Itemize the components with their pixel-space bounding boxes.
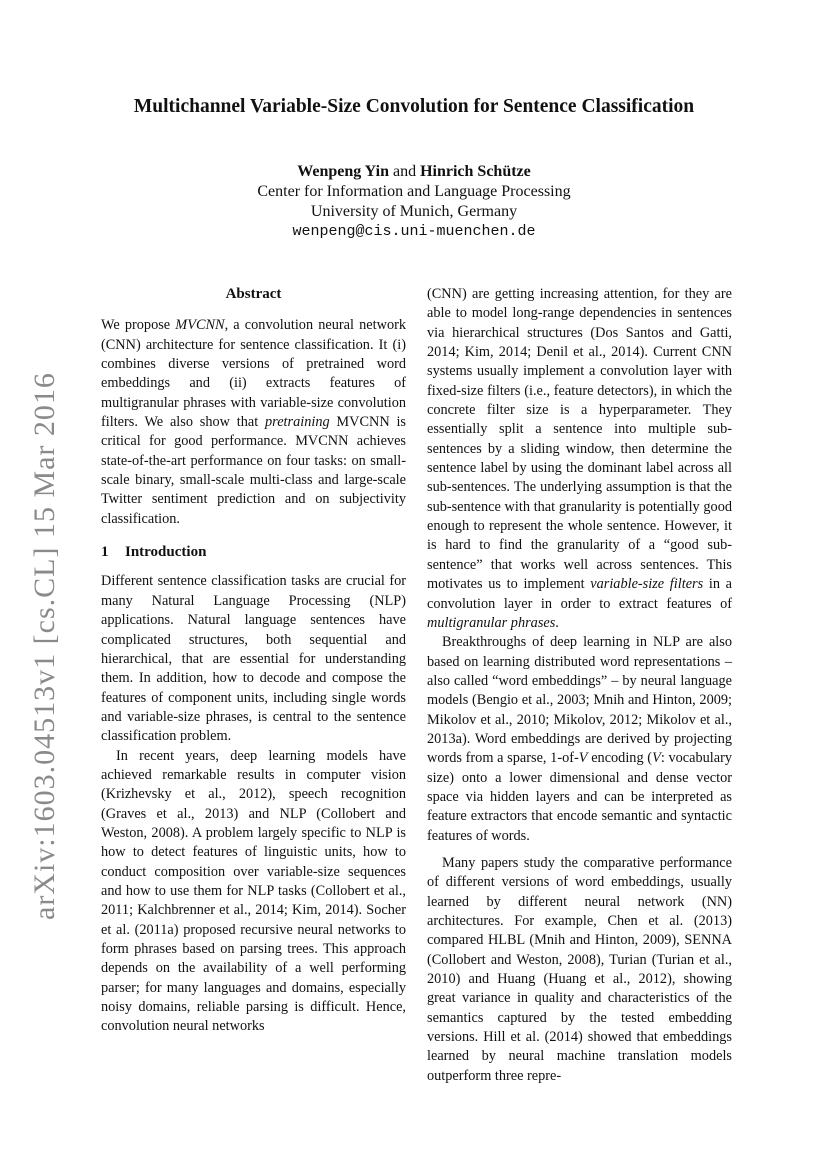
right-column	[427, 285, 732, 1086]
author-name: Wenpeng Yin	[297, 163, 389, 180]
italic-term: MVCNN	[175, 317, 225, 334]
text-run: MVCNN is critical for good performance. MVCNN achieves state-of-the-art performance on four tasks: on small-scale binary, small-scale multi-class and large-scale Twitter sentiment prediction and on subjectivity classification.	[101, 414, 406, 527]
author-name: Hinrich Schütze	[420, 163, 531, 180]
abstract-heading: Abstract	[225, 286, 282, 302]
body-paragraph: Different sentence classification tasks are crucial for many Natural Language Processing (NLP) applications. Natural language sentences have complicated structures, both sequential and hierarchical, that are essential for understanding them. In addition, how to decode and compose the features of component units, including single words and variable-size phrases, is central to the sentence classification problem.	[101, 573, 406, 745]
body-paragraph	[427, 285, 732, 633]
author-conjunction: and	[388, 163, 421, 180]
text-run: in a convolution layer in order to extract features of	[427, 576, 732, 612]
italic-term: pretraining	[265, 414, 330, 431]
abstract-text	[101, 316, 406, 529]
math-variable: V	[652, 750, 661, 767]
text-run: , a convolution neural network (CNN) architecture for sentence classification. It (i) combines diverse versions of pretrained word embeddings and (ii) extracts features of multigranular phrases with variable-size convolution filters. We also show that	[101, 317, 407, 431]
section-title: Introduction	[125, 544, 207, 561]
text-run: (CNN) are getting increasing attention, for they are able to model long-range dependencies in sentences via hierarchical structures (Dos Santos and Gatti, 2014; Kim, 2014; Denil et al., 2014). Current CNN systems usually implement a convolution layer with fixed-size filters (i.e., feature detectors), in which the concrete filter size is a hyperparameter. They essentially split a sentence into multiple sub-sentences by a sliding window, then determine the sentence label by using the dominant label across all sub-sentences. The underlying assumption is that the sub-sentence with that granularity is potentially good enough to represent the whole sentence. However, it is hard to find the granularity of a “good sub-sentence” that works well across sentences. This motivates us to implement	[427, 286, 732, 593]
text-run: Breakthroughs of deep learning in NLP are also based on learning distributed word representations – also called “word embeddings” – by neural language models (Bengio et al., 2003; Mnih and Hinton, 2009; Mikolov et al., 2010; Mikolov, 2012; Mikolov et al., 2013a). Word embeddings are derived by projecting words from a sparse, 1-of-	[427, 634, 732, 767]
section-heading	[101, 543, 406, 562]
body-paragraph: In recent years, deep learning models have achieved remarkable results in computer vision (Krizhevsky et al., 2012), speech recognition (Graves et al., 2013) and NLP (Collobert and Weston, 2008). A problem largely specific to NLP is how to detect features of linguistic units, how to conduct composition over variable-size sequences and how to use them for NLP tasks (Collobert et al., 2011; Kalchbrenner et al., 2014; Kim, 2014). Socher et al. (2011a) proposed recursive neural networks to form phrases based on parsing trees. This approach depends on the availability of a well performing parser; for many languages and domains, especially noisy domains, reliable parsing is difficult. Hence, convolution neural networks	[101, 747, 406, 1035]
italic-term: variable-size filters	[590, 576, 704, 593]
math-variable: V	[578, 750, 588, 767]
affiliation: University of Munich, Germany	[310, 203, 518, 220]
body-paragraph: Many papers study the comparative performance of different versions of word embeddings, usually learned by different neural network (NN) architectures. For example, Chen et al. (2013) compared HLBL (Mnih and Hinton, 2009), SENNA (Collobert and Weston, 2008), Turian (Turian et al., 2010) and Huang (Huang et al., 2012), showing great variance in quality and characteristics of the semantics captured by the tested embedding versions. Hill et al. (2014) showed that embeddings learned by neural machine translation models outperform three repre-	[427, 854, 732, 1084]
paper-title: Multichannel Variable-Size Convolution for Sentence Classification	[133, 96, 695, 117]
author-line	[90, 162, 738, 182]
text-run: encoding (	[587, 750, 653, 767]
arxiv-identifier: arXiv:1603.04513v1 [cs.CL] 15 Mar 2016	[28, 372, 61, 920]
section-number: 1	[101, 544, 109, 561]
paragraph-gap	[427, 846, 732, 854]
text-run: : vocabulary size) onto a lower dimensional and dense vector space via hidden layers and can be interpreted as feature extractors that encode semantic and syntactic features of words.	[427, 750, 732, 844]
italic-term: multigranular phrases	[427, 614, 556, 631]
author-email: wenpeng@cis.uni-muenchen.de	[292, 223, 536, 240]
body-paragraph	[427, 633, 732, 846]
left-column	[101, 285, 406, 1037]
text-run: .	[555, 614, 559, 631]
affiliation: Center for Information and Language Processing	[257, 183, 571, 200]
title-block	[90, 96, 738, 242]
text-run: We propose	[101, 317, 176, 334]
